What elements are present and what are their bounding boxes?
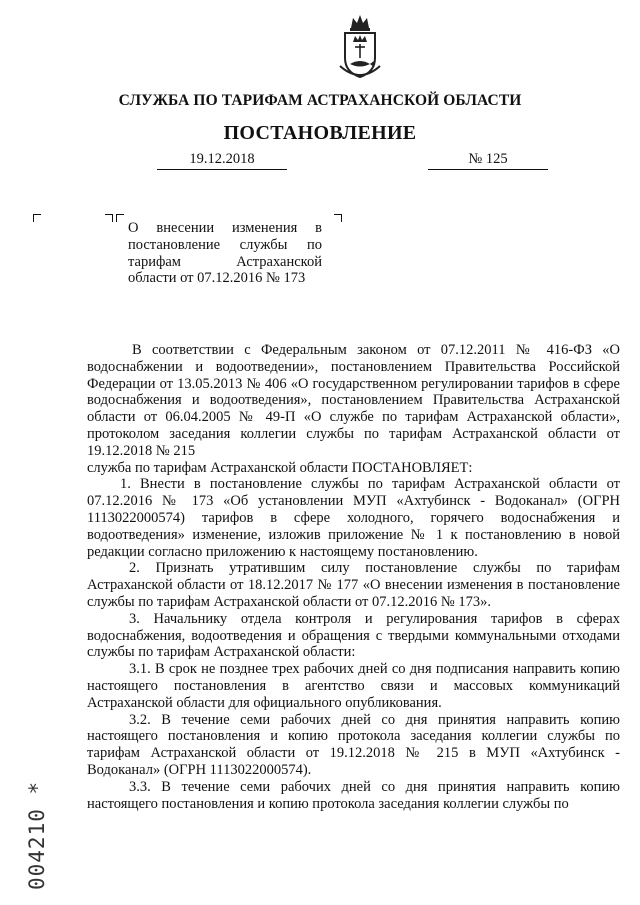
resolution-line: служба по тарифам Астраханской области ПОСТАНОВЛЯЕТ:: [87, 459, 473, 476]
item-3-2-paragraph: 3.2. В течение семи рабочих дней со дня принятия направить копию настоящего постановления и копию протокола заседания коллегии службы по тарифам Астраханской области от 19.12.2018 № 215 в МУП «Ахтубинск - Водоканал» (ОГРН 1113022000574).: [87, 711, 620, 778]
preamble-paragraph: В соответствии с Федеральным законом от 07.12.2011 № 416-ФЗ «О водоснабжении и водоотведении», постановлением Правительства Российской Федерации от 13.05.2013 № 406 «О государственном регулировании тарифов в сфере водоснабжения и водоотведения», постановлением Правительства Астраханской области от 06.04.2005 № 49-П «О службе по тарифам Астраханской области», протоколом заседания коллегии службы по тарифам Астраханской области от 19.12.2018 № 215: [87, 342, 620, 459]
document-type-heading: ПОСТАНОВЛЕНИЕ: [223, 122, 417, 144]
serial-number: 004210 *: [25, 780, 49, 890]
document-number: № 125: [428, 151, 548, 170]
subject-line: постановление службы по: [128, 236, 322, 253]
item-3-1-paragraph: 3.1. В срок не позднее трех рабочих дней со дня подписания направить копию настоящего постановления в агентство связи и массовых коммуникаций Астраханской области для официального опубликования.: [87, 661, 620, 711]
corner-mark-subject-left: [105, 214, 113, 222]
item-2-paragraph: 2. Признать утратившим силу постановление службы по тарифам Астраханской области от 18.12.2017 № 177 «О внесении изменения в постановление службы по тарифам Астраханской области от 07.12.2016 № 173».: [87, 560, 620, 610]
corner-mark-subject-right: [334, 214, 342, 222]
corner-mark-left: [33, 214, 41, 222]
document-date: 19.12.2018: [157, 151, 287, 170]
document-body: [87, 342, 620, 812]
document-subject: [128, 220, 322, 287]
item-3-3-paragraph: 3.3. В течение семи рабочих дней со дня принятия направить копию настоящего постановления и копию протокола заседания коллегии службы по: [87, 778, 620, 812]
coat-of-arms-icon: [334, 14, 386, 80]
subject-line: области от 07.12.2016 № 173: [128, 270, 306, 287]
corner-mark-subject-left-2: [116, 214, 124, 222]
item-3-paragraph: 3. Начальнику отдела контроля и регулирования тарифов в сферах водоснабжения, водоотведения и обращения с твердыми коммунальными отходами службы по тарифам Астраханской области:: [87, 610, 620, 661]
item-1-paragraph: 1. Внести в постановление службы по тарифам Астраханской области от 07.12.2016 № 173 «Об установлении МУП «Ахтубинск - Водоканал» (ОГРН 1113022000574) тарифов в сфере холодного, горячего водоснабжения и водоотведения» изменение, изложив приложение № 1 к постановлению в новой редакции согласно приложению к настоящему постановлению.: [87, 476, 620, 560]
subject-line: О внесении изменения в: [128, 220, 322, 236]
subject-line: тарифам Астраханской: [128, 253, 322, 270]
serial-stamp: [22, 750, 52, 890]
organization-title: СЛУЖБА ПО ТАРИФАМ АСТРАХАНСКОЙ ОБЛАСТИ: [118, 92, 522, 109]
